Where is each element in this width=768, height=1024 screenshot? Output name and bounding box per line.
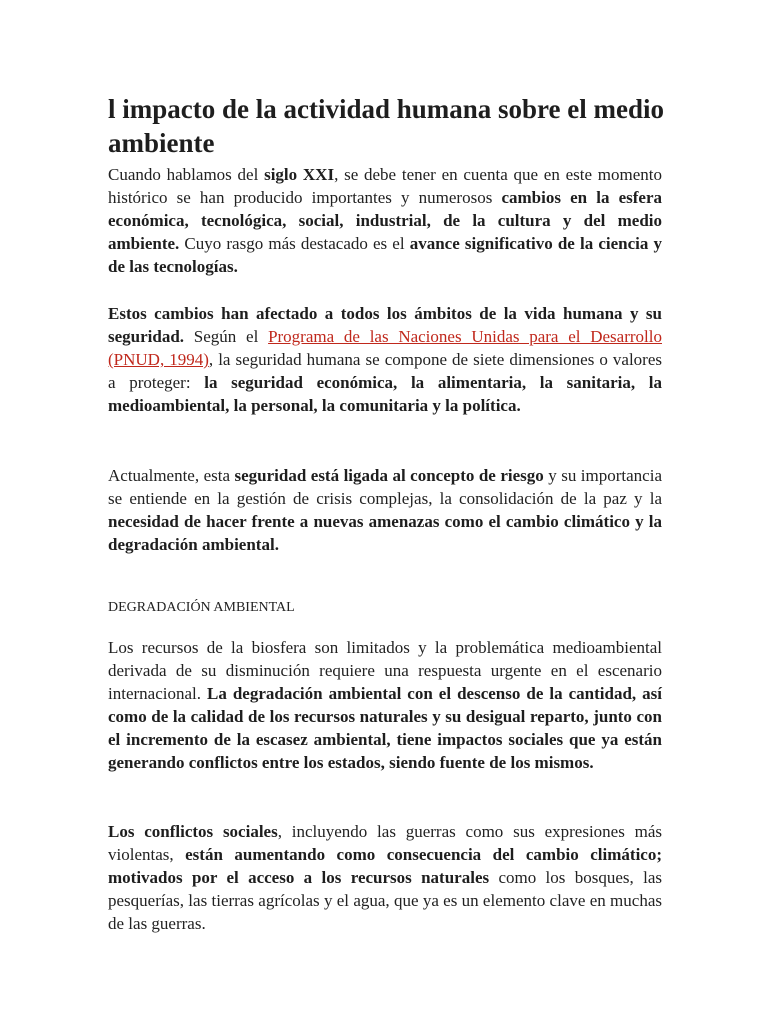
bold-run: Los conflictos sociales bbox=[108, 822, 278, 841]
bold-run: necesidad de hacer frente a nuevas amenazas como el cambio climático y la degradación ambiental. bbox=[108, 512, 662, 554]
bold-run: siglo XXI bbox=[264, 165, 335, 184]
text-run: , incluyendo las guerras como sus expresiones más violentas, bbox=[108, 822, 662, 864]
bold-run: cambios en la esfera económica, tecnológica, social, industrial, de la cultura y del medio ambiente. bbox=[108, 188, 662, 253]
bold-run: Estos cambios han afectado a todos los ámbitos de la vida humana y su seguridad. bbox=[108, 304, 662, 346]
paragraph-risk bbox=[108, 464, 662, 556]
bold-run: seguridad está ligada al concepto de riesgo bbox=[234, 466, 544, 485]
bold-run: avance significativo de la ciencia y de las tecnologías. bbox=[108, 234, 663, 276]
bold-run: la seguridad económica, la alimentaria, la sanitaria, la medioambiental, la personal, la comunitaria y la política. bbox=[108, 373, 663, 415]
bold-run: La degradación ambiental con el descenso de la cantidad, así como de la calidad de los recursos naturales y su desigual reparto, junto con el incremento de la escasez ambiental, tiene impactos sociales que ya están generando conflictos entre los estados, siendo fuente de los mismos. bbox=[108, 684, 662, 772]
document-title: l impacto de la actividad humana sobre el medio ambiente bbox=[108, 94, 665, 158]
section-heading: DEGRADACIÓN AMBIENTAL bbox=[108, 600, 295, 615]
text-run: Los recursos de la biosfera son limitados y la problemática medioambiental derivada de su disminución requiere una respuesta urgente en el escenario internacional. bbox=[108, 638, 662, 703]
text-run: y su importancia se entiende en la gestión de crisis complejas, la consolidación de la paz y la bbox=[108, 466, 662, 508]
text-run: Cuando hablamos del bbox=[108, 165, 265, 184]
text-run: Según el bbox=[184, 327, 269, 346]
text-run: como los bosques, las pesquerías, las tierras agrícolas y el agua, que ya es un elemento clave en muchas de las guerras. bbox=[108, 868, 662, 933]
paragraph-degradation bbox=[108, 636, 662, 774]
text-run: , la seguridad humana se compone de siete dimensiones o valores a proteger: bbox=[108, 350, 662, 392]
text-run: , se debe tener en cuenta que en este momento histórico se han producido importantes y numerosos bbox=[108, 165, 662, 207]
paragraph-intro bbox=[108, 163, 662, 278]
paragraph-conflicts bbox=[108, 820, 662, 935]
paragraph-security bbox=[108, 302, 662, 417]
text-run: Cuyo rasgo más destacado es el bbox=[179, 234, 410, 253]
pnud-link[interactable]: Programa de las Naciones Unidas para el Desarrollo (PNUD, 1994) bbox=[108, 327, 662, 369]
bold-run: están aumentando como consecuencia del cambio climático; motivados por el acceso a los recursos naturales bbox=[108, 845, 662, 887]
text-run: Actualmente, esta bbox=[108, 466, 235, 485]
